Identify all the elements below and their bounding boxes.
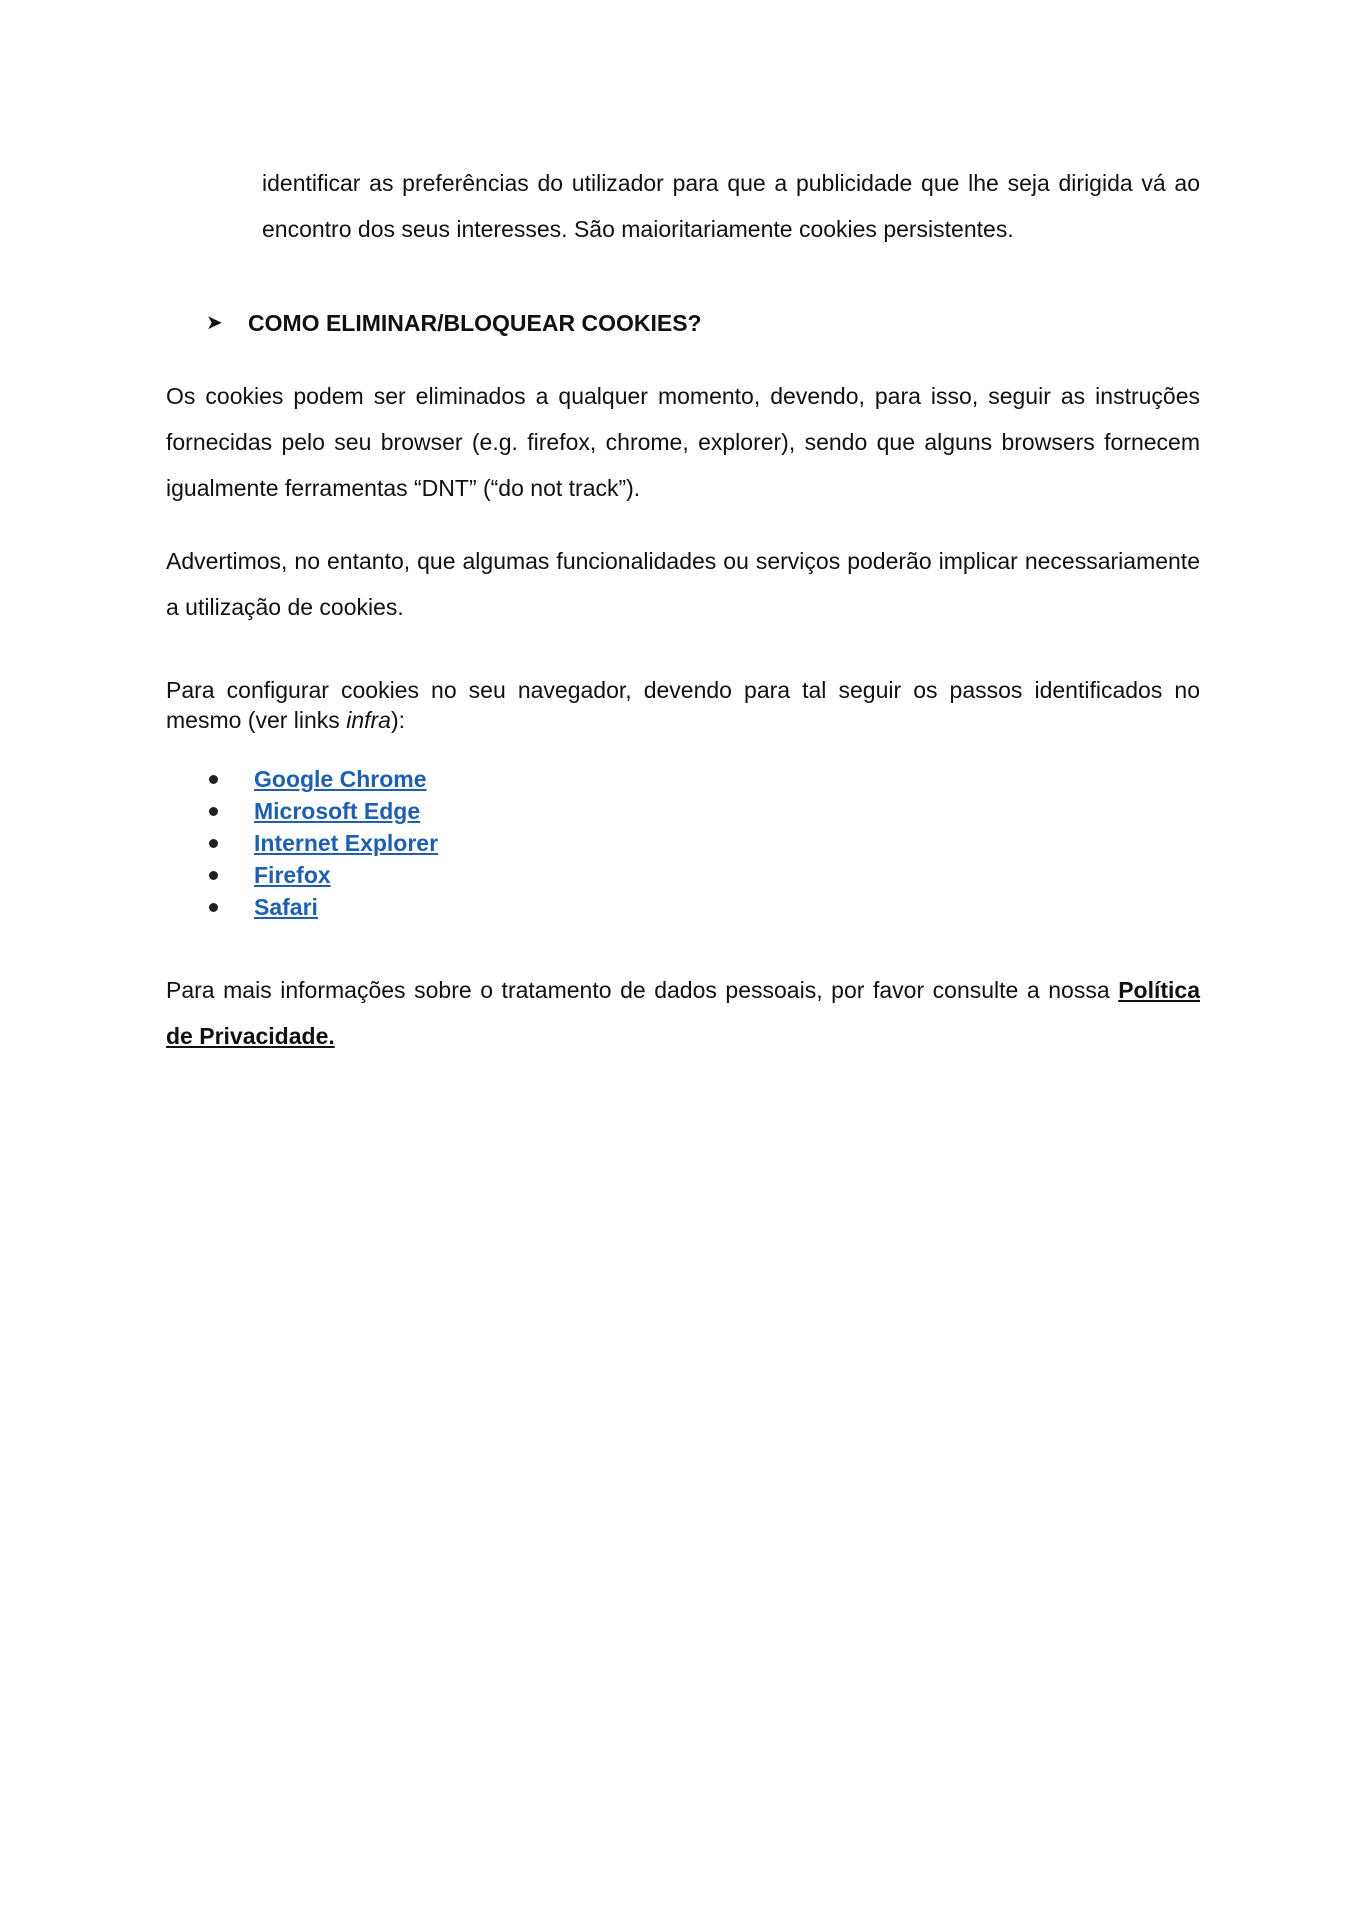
link-microsoft-edge[interactable]: Microsoft Edge xyxy=(254,798,421,824)
section-heading xyxy=(206,308,702,338)
paragraph-configure-end: ): xyxy=(390,707,406,733)
paragraph-configure xyxy=(166,675,1200,735)
bullet-dot-icon xyxy=(209,903,218,912)
intro-paragraph: identificar as preferências do utilizador para que a publicidade que lhe seja dirigida vá ao encontro dos seus interesses. São maioritariamente cookies persistentes. xyxy=(262,170,1200,242)
paragraph-privacy xyxy=(166,967,1200,1059)
link-google-chrome[interactable]: Google Chrome xyxy=(254,766,427,792)
list-item xyxy=(206,763,438,795)
privacy-policy-link[interactable]: Política de Privacidade. xyxy=(166,977,1200,1049)
paragraph-warning: Advertimos, no entanto, que algumas funcionalidades ou serviços poderão implicar necessariamente a utilização de cookies. xyxy=(166,548,1200,620)
italic-infra: infra xyxy=(346,707,391,733)
list-item xyxy=(206,827,438,859)
list-item xyxy=(206,891,438,923)
list-item xyxy=(206,795,438,827)
link-internet-explorer[interactable]: Internet Explorer xyxy=(254,830,439,856)
paragraph-privacy-text: Para mais informações sobre o tratamento de dados pessoais, por favor consulte a nossa xyxy=(166,977,1119,1003)
browser-links-list xyxy=(206,763,438,923)
section-heading-text: COMO ELIMINAR/BLOQUEAR COOKIES? xyxy=(248,310,702,336)
paragraph-configure-text: Para configurar cookies no seu navegador, devendo para tal seguir os passos identificados no mesmo (ver links xyxy=(166,677,1200,733)
list-item xyxy=(206,859,438,891)
bullet-dot-icon xyxy=(209,839,218,848)
bullet-dot-icon xyxy=(209,775,218,784)
arrowhead-bullet-icon: ➤ xyxy=(206,312,223,334)
bullet-dot-icon xyxy=(209,871,218,880)
link-safari[interactable]: Safari xyxy=(254,894,318,920)
bullet-dot-icon xyxy=(209,807,218,816)
link-firefox[interactable]: Firefox xyxy=(254,862,331,888)
paragraph-delete-cookies: Os cookies podem ser eliminados a qualquer momento, devendo, para isso, seguir as instruções fornecidas pelo seu browser (e.g. firefox, chrome, explorer), sendo que alguns browsers fornecem igualmente ferramentas “DNT” (“do not track”). xyxy=(166,383,1200,501)
